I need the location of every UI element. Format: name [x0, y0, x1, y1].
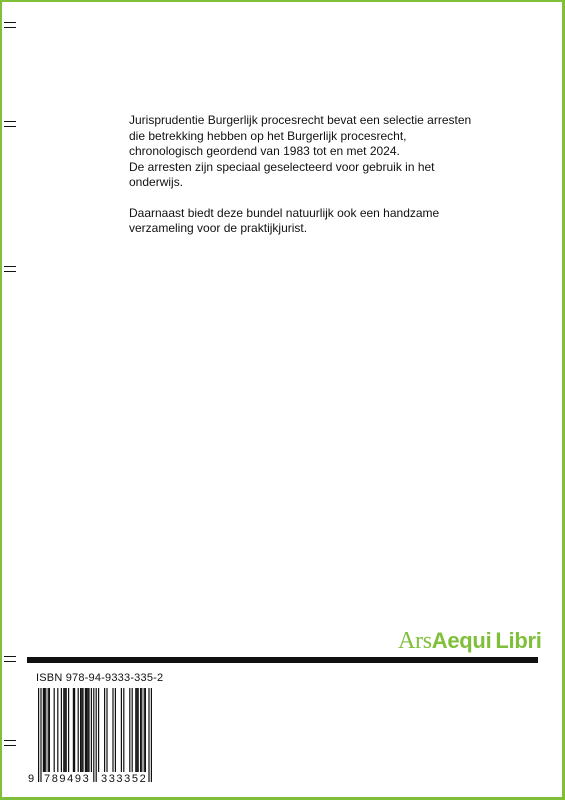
- logo-ars: Ars: [398, 628, 432, 654]
- barcode-bar: [115, 688, 116, 772]
- barcode-bars: [26, 686, 158, 786]
- barcode-guard-bar: [38, 688, 39, 782]
- blurb-line: die betrekking hebben op het Burgerlijk procesrecht,: [129, 128, 407, 143]
- barcode-bar: [57, 688, 58, 772]
- barcode-bar: [112, 688, 113, 772]
- barcode-bar: [98, 688, 99, 772]
- barcode-bar: [129, 688, 130, 772]
- barcode-bar: [121, 688, 122, 772]
- divider-rule: [27, 657, 538, 663]
- barcode-bar: [80, 688, 81, 772]
- ean-digits: [26, 773, 158, 787]
- barcode-bar: [106, 688, 107, 772]
- crop-mark: [4, 656, 16, 662]
- barcode-bar: [123, 688, 124, 772]
- barcode-bar: [54, 688, 55, 772]
- blurb-paragraph-2: [129, 206, 489, 237]
- barcode-bar: [135, 688, 136, 772]
- barcode-bar: [136, 688, 137, 772]
- barcode-guard-bar: [93, 688, 94, 782]
- isbn-label: ISBN 978-94-9333-335-2: [36, 672, 164, 684]
- ean-first-digit: 9: [28, 773, 35, 785]
- barcode-bar: [74, 688, 75, 772]
- barcode-bar: [78, 688, 79, 772]
- barcode-guard-bar: [40, 688, 41, 782]
- barcode-bar: [104, 688, 105, 772]
- blurb-line: De arresten zijn speciaal geselecteerd voor gebruik in het: [129, 159, 435, 174]
- barcode-bar: [61, 688, 62, 772]
- publisher-logo: [398, 627, 542, 655]
- barcode-bar: [82, 688, 83, 772]
- blurb-line: Jurisprudentie Burgerlijk procesrecht bevat een selectie arresten: [129, 113, 472, 127]
- barcode-bar: [85, 688, 86, 772]
- barcode-bar: [145, 688, 146, 772]
- blurb-line: chronologisch geordend van 1983 tot en met 2024.: [129, 144, 400, 158]
- barcode-bar: [88, 688, 89, 772]
- barcode-bar: [64, 688, 65, 772]
- blurb-line: Daarnaast biedt deze bundel natuurlijk ook een handzame: [129, 205, 440, 220]
- barcode-bar: [140, 688, 141, 772]
- barcode-bar: [68, 688, 69, 772]
- barcode-bar: [63, 688, 64, 772]
- barcode-bar: [91, 688, 92, 772]
- crop-mark: [4, 266, 16, 272]
- barcode-bar: [138, 688, 139, 772]
- barcode-guard-bar: [148, 688, 149, 782]
- logo-aequi: Aequi: [431, 628, 492, 653]
- barcode-guard-bar: [96, 688, 97, 782]
- barcode-bar: [49, 688, 50, 772]
- blurb-paragraph-1: [129, 113, 489, 191]
- crop-mark: [4, 121, 16, 127]
- barcode-bar: [73, 688, 74, 772]
- barcode-bar: [66, 688, 67, 772]
- blurb-line: verzameling voor de praktijkjurist.: [129, 221, 308, 235]
- barcode-bar: [43, 688, 44, 772]
- back-cover-blurb: [129, 113, 489, 252]
- ean-left-group: 789493: [44, 773, 91, 785]
- barcode-bar: [81, 688, 82, 772]
- logo-libri: Libri: [495, 628, 542, 653]
- barcode-bar: [86, 688, 87, 772]
- barcode-bar: [48, 688, 49, 772]
- barcode-bar: [141, 688, 142, 772]
- barcode: [26, 686, 158, 786]
- ean-right-group: 333352: [101, 773, 148, 785]
- barcode-bar: [87, 688, 88, 772]
- blurb-line: onderwijs.: [129, 175, 184, 189]
- barcode-bar: [132, 688, 133, 772]
- crop-mark: [4, 740, 16, 746]
- barcode-bar: [144, 688, 145, 772]
- barcode-bar: [44, 688, 45, 772]
- crop-mark: [4, 22, 16, 28]
- barcode-bar: [45, 688, 46, 772]
- barcode-guard-bar: [151, 688, 152, 782]
